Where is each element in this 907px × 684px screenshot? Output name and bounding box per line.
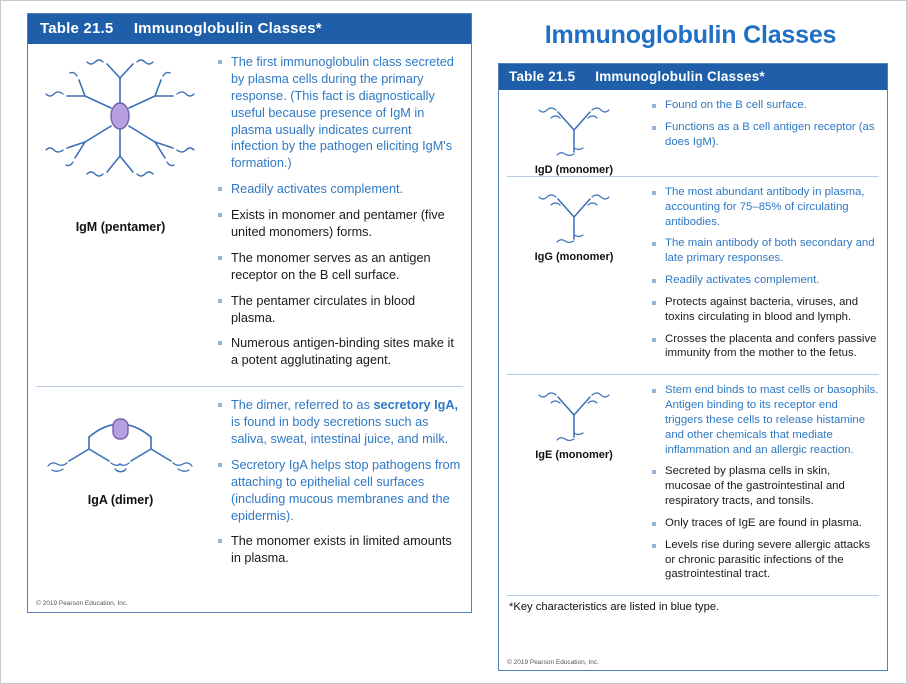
list-item: The first immunoglobulin class secreted by plasma cells during the primary response. (This fact is diagnostically useful because presence of IgM in plasma usually indicates current infection by the pathogen eliciting IgM's formation.) <box>217 54 461 172</box>
igg-monomer-diagram <box>514 185 634 247</box>
table-footnote: *Key characteristics are listed in blue type. <box>509 601 720 614</box>
list-item: Readily activates complement. <box>651 273 879 288</box>
list-item: The monomer exists in limited amounts in plasma. <box>217 533 461 567</box>
list-item: The most abundant antibody in plasma, accounting for 75–85% of circulating antibodies. <box>651 185 879 229</box>
right-table-title: Immunoglobulin Classes* <box>595 69 765 84</box>
iga-dimer-diagram <box>33 399 208 489</box>
right-table-number: Table 21.5 <box>509 69 576 84</box>
igg-text-cell <box>649 177 887 374</box>
list-item: The main antibody of both secondary and late primary responses. <box>651 236 879 266</box>
list-item: The monomer serves as an antigen receptor on the B cell surface. <box>217 250 461 284</box>
igm-figure-caption: IgM (pentamer) <box>75 220 166 234</box>
ige-text-cell <box>649 375 887 595</box>
left-table-number: Table 21.5 <box>40 20 114 37</box>
list-item: Protects against bacteria, viruses, and toxins circulating in blood and lymph. <box>651 295 879 325</box>
table-row <box>499 90 887 176</box>
ige-monomer-diagram <box>514 383 634 445</box>
igm-pentamer-diagram <box>33 56 208 216</box>
table-row <box>28 387 471 584</box>
list-item: Numerous antigen-binding sites make it a potent agglutinating agent. <box>217 335 461 369</box>
list-item: Found on the B cell surface. <box>651 98 879 113</box>
table-row <box>499 375 887 595</box>
iga-bullet-list <box>217 397 461 567</box>
iga-figure-cell <box>28 387 213 507</box>
table-row <box>499 177 887 374</box>
igm-figure-cell <box>28 44 213 234</box>
left-credit-line: © 2019 Pearson Education, Inc. <box>36 600 128 607</box>
iga-text-cell <box>213 387 471 584</box>
ige-bullet-list <box>651 383 879 582</box>
list-item: Functions as a B cell antigen receptor (as does IgM). <box>651 120 879 150</box>
left-table-panel <box>27 13 472 613</box>
ige-figure-caption: IgE (monomer) <box>535 449 613 462</box>
igg-figure-caption: IgG (monomer) <box>534 251 614 263</box>
igm-text-cell <box>213 44 471 386</box>
list-item: Stem end binds to mast cells or basophils. Antigen binding to its receptor end triggers these cells to release histamine and other chemicals that mediate inflammation and an allergic reaction. <box>651 383 879 457</box>
list-item: Readily activates complement. <box>217 181 461 198</box>
list-item: The pentamer circulates in blood plasma. <box>217 293 461 327</box>
right-table-panel <box>498 63 888 671</box>
igd-monomer-diagram <box>514 98 634 160</box>
list-item: Secreted by plasma cells in skin, mucosae of the gastrointestinal and respiratory tracts, and tonsils. <box>651 464 879 508</box>
table-row <box>28 44 471 386</box>
list-item: Levels rise during severe allergic attacks or chronic parasitic infections of the gastrointestinal tract. <box>651 538 879 582</box>
right-credit-line: © 2019 Pearson Education, Inc. <box>507 659 599 666</box>
list-item: Only traces of IgE are found in plasma. <box>651 516 879 531</box>
igg-figure-cell <box>499 177 649 263</box>
ige-figure-cell <box>499 375 649 461</box>
list-item: Crosses the placenta and confers passive immunity from the mother to the fetus. <box>651 332 879 362</box>
igm-bullet-list <box>217 54 461 369</box>
left-table-header <box>28 14 471 44</box>
right-table-header <box>499 64 887 90</box>
list-item: Secretory IgA helps stop pathogens from attaching to epithelial cell surfaces (including mucous membranes and the epidermis). <box>217 457 461 525</box>
igd-figure-caption: IgD (monomer) <box>534 164 614 176</box>
left-table-title: Immunoglobulin Classes* <box>133 20 322 37</box>
igd-figure-cell <box>499 90 649 176</box>
list-item: Exists in monomer and pentamer (five united monomers) forms. <box>217 207 461 241</box>
igd-text-cell <box>649 90 887 162</box>
left-table-body <box>28 44 471 584</box>
iga-figure-caption: IgA (dimer) <box>87 493 154 508</box>
igg-bullet-list <box>651 185 879 361</box>
page-title: Immunoglobulin Classes <box>544 21 837 49</box>
list-item: The dimer, referred to as secretory IgA, is found in body secretions such as saliva, sweat, intestinal juice, and milk. <box>217 397 461 448</box>
emphasis-text: secretory IgA, <box>373 398 459 413</box>
igd-bullet-list <box>651 98 879 149</box>
